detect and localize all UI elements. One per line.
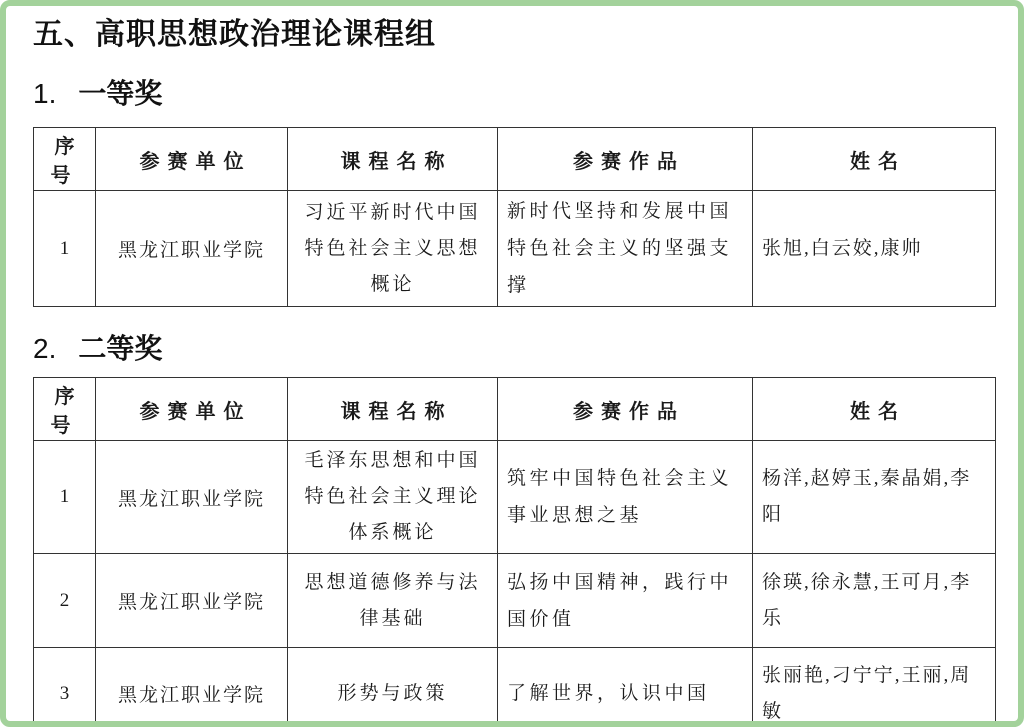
cell-names: 徐瑛,徐永慧,王可月,李乐 <box>753 554 996 648</box>
cell-names: 张丽艳,刁宁宁,王丽,周敏 <box>753 648 996 727</box>
section-label: 一等奖 <box>78 78 163 109</box>
cell-course: 毛泽东思想和中国特色社会主义理论体系概论 <box>288 441 498 554</box>
cell-names: 杨洋,赵婷玉,秦晶娟,李阳 <box>753 441 996 554</box>
column-header-work: 参赛作品 <box>498 378 753 441</box>
table-row <box>34 648 996 727</box>
table-row <box>34 441 996 554</box>
cell-work: 筑牢中国特色社会主义事业思想之基 <box>498 441 753 554</box>
column-header-unit: 参赛单位 <box>96 378 288 441</box>
column-header-work: 参赛作品 <box>498 128 753 191</box>
cell-course: 习近平新时代中国特色社会主义思想概论 <box>288 191 498 307</box>
section-label: 二等奖 <box>78 333 163 364</box>
column-header-course: 课程名称 <box>288 378 498 441</box>
second-prize-table <box>33 377 996 727</box>
column-header-names: 姓名 <box>753 378 996 441</box>
column-header-serial: 序号 <box>34 128 96 191</box>
table-row <box>34 554 996 648</box>
column-header-names: 姓名 <box>753 128 996 191</box>
cell-course: 思想道德修养与法律基础 <box>288 554 498 648</box>
section-heading-second-prize <box>33 333 998 365</box>
cell-unit: 黑龙江职业学院 <box>96 648 288 727</box>
cell-work: 弘扬中国精神，践行中国价值 <box>498 554 753 648</box>
cell-serial: 2 <box>34 554 96 648</box>
page-title: 五、高职思想政治理论课程组 <box>33 18 436 51</box>
cell-work: 新时代坚持和发展中国特色社会主义的坚强支撑 <box>498 191 753 307</box>
table-row <box>34 191 996 307</box>
cell-course: 形势与政策 <box>288 648 498 727</box>
column-header-unit: 参赛单位 <box>96 128 288 191</box>
cell-names: 张旭,白云姣,康帅 <box>753 191 996 307</box>
section-number: 1. <box>33 78 57 109</box>
cell-work: 了解世界，认识中国 <box>498 648 753 727</box>
column-header-course: 课程名称 <box>288 128 498 191</box>
cell-serial: 1 <box>34 191 96 307</box>
cell-unit: 黑龙江职业学院 <box>96 554 288 648</box>
cell-serial: 3 <box>34 648 96 727</box>
header-row <box>34 378 996 441</box>
section-heading-first-prize <box>33 78 998 110</box>
cell-unit: 黑龙江职业学院 <box>96 191 288 307</box>
first-prize-table <box>33 127 996 307</box>
column-header-serial: 序号 <box>34 378 96 441</box>
header-row <box>34 128 996 191</box>
cell-unit: 黑龙江职业学院 <box>96 441 288 554</box>
section-number: 2. <box>33 333 57 364</box>
cell-serial: 1 <box>34 441 96 554</box>
